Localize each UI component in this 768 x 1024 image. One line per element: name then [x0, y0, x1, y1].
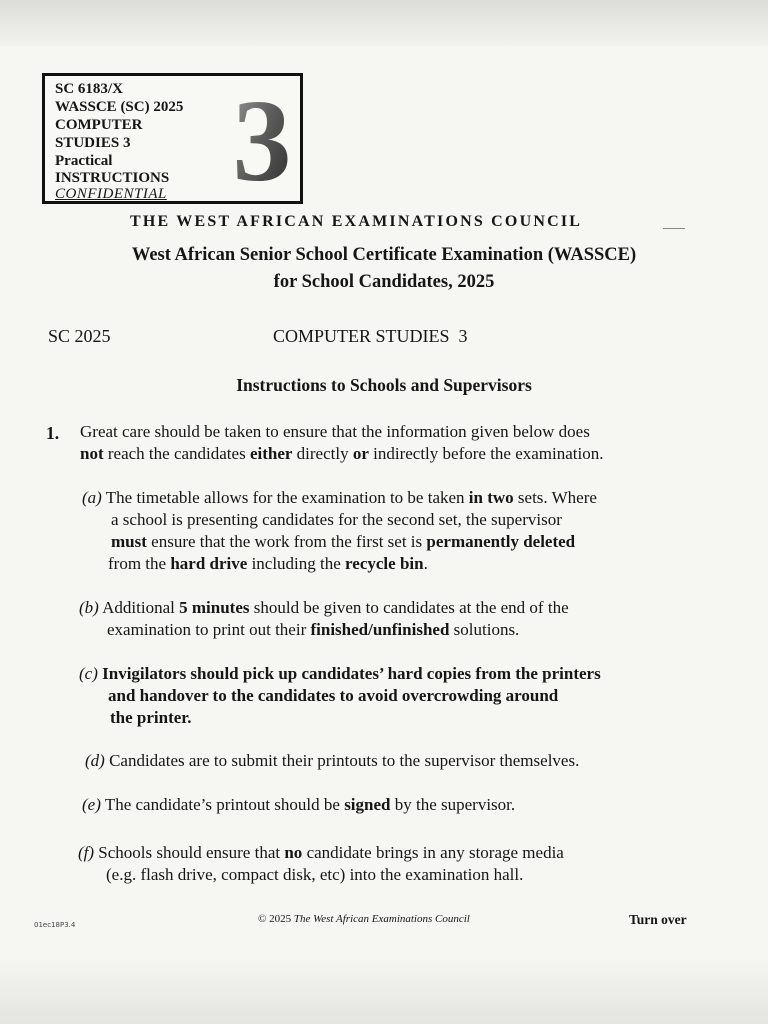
- subject-line-1: COMPUTER: [55, 117, 143, 133]
- paper-type: Practical: [55, 153, 113, 169]
- instructions-heading: Instructions to Schools and Supervisors: [236, 375, 532, 395]
- council-name: THE WEST AFRICAN EXAMINATIONS COUNCIL: [130, 213, 583, 230]
- item-b-line-2: examination to print out their finished/unfinished solutions.: [107, 620, 520, 639]
- item-a-line-4: from the hard drive including the recycle bin.: [108, 554, 428, 573]
- item-c-line-2: and handover to the candidates to avoid overcrowding around: [108, 686, 559, 705]
- item-c-line-1: (c) Invigilators should pick up candidates’ hard copies from the printers: [79, 664, 601, 683]
- exam-title-line-2: for School Candidates, 2025: [273, 272, 495, 292]
- footer-copyright: © 2025 The West African Examinations Council: [258, 913, 470, 925]
- item-a-line-3: must ensure that the work from the first set is permanently deleted: [111, 532, 576, 551]
- exam-name: WASSCE (SC) 2025: [55, 99, 184, 115]
- big-three-glyph: 3: [232, 90, 292, 190]
- item-c-line-3: the printer.: [110, 708, 192, 727]
- paper-code: SC 6183/X: [55, 81, 123, 97]
- document-type: INSTRUCTIONS: [55, 170, 170, 186]
- page-bottom-shadow: [0, 960, 768, 1024]
- footer-code: 01ec18P3.4: [34, 921, 76, 929]
- subject-line-2: STUDIES 3: [55, 135, 131, 151]
- large-number-three-graphic: [212, 90, 312, 190]
- item-e-line-1: (e) The candidate’s printout should be signed by the supervisor.: [82, 795, 516, 814]
- sc-code: SC 2025: [48, 326, 111, 346]
- turn-over-label: Turn over: [629, 912, 687, 927]
- council-underline-mark: [663, 228, 685, 229]
- item-a-line-1: (a) The timetable allows for the examination to be taken in two sets. Where: [82, 488, 597, 507]
- item-1-line-1: Great care should be taken to ensure that the information given below does: [80, 422, 590, 441]
- confidential-label: CONFIDENTIAL: [55, 186, 167, 202]
- item-b-line-1: (b) Additional 5 minutes should be given to candidates at the end of the: [79, 598, 569, 617]
- item-f-line-2: (e.g. flash drive, compact disk, etc) into the examination hall.: [106, 865, 524, 884]
- subject-title: COMPUTER STUDIES 3: [273, 326, 468, 346]
- item-f-line-1: (f) Schools should ensure that no candidate brings in any storage media: [78, 843, 564, 862]
- item-1-line-2: not reach the candidates either directly or indirectly before the examination.: [80, 444, 604, 463]
- item-a-line-2: a school is presenting candidates for the second set, the supervisor: [111, 510, 562, 529]
- item-d-line-1: (d) Candidates are to submit their printouts to the supervisor themselves.: [85, 751, 580, 770]
- exam-title-line-1: West African Senior School Certificate Examination (WASSCE): [131, 245, 637, 265]
- item-number-1: 1.: [46, 423, 60, 443]
- page-top-shadow: [0, 0, 768, 46]
